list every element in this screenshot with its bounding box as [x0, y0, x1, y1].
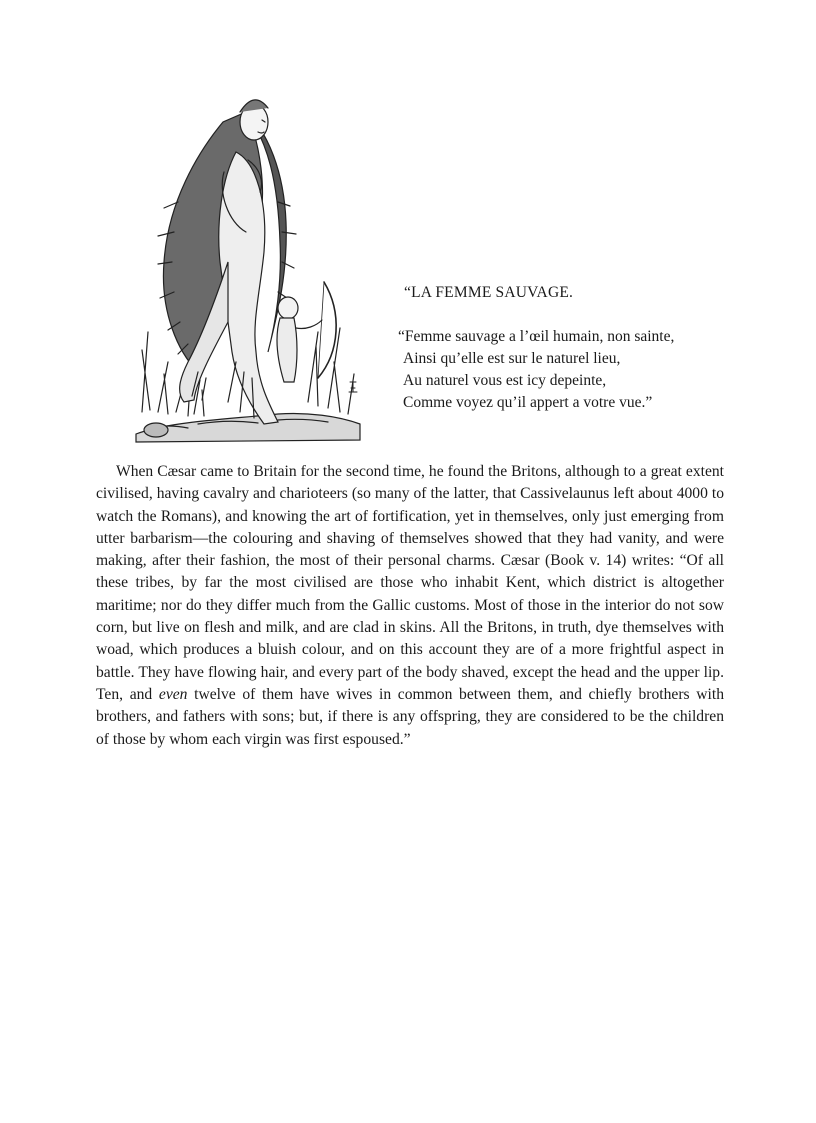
verse-block — [398, 282, 778, 414]
wild-woman-woodcut-icon — [128, 82, 364, 448]
body-text-italic: even — [158, 685, 188, 703]
verse-line-1: “Femme sauvage a l’œil humain, non sainte, — [398, 328, 675, 345]
verse-title: “LA FEMME SAUVAGE. — [404, 284, 574, 301]
body-text-end: twelve of them have wives in common between them, and chiefly brothers with brothers, and fathers with sons; but, if there is any offspring, they are considered to be the children of those by whom each virgin was first espoused.” — [96, 685, 724, 748]
woodcut-illustration — [128, 82, 364, 448]
verse-line-2: Ainsi qu’elle est sur le naturel lieu, — [403, 350, 621, 367]
verse-line-4: Comme voyez qu’il appert a votre vue.” — [403, 394, 653, 411]
verse-line-3: Au naturel vous est icy depeinte, — [403, 372, 607, 389]
body-text-main: When Cæsar came to Britain for the second time, he found the Britons, although to a great extent civilised, having cavalry and charioteers (so many of the latter, that Cassivelaunus left about 4000 to watch the Romans), and knowing the art of fortification, yet in themselves, only just emerging from utter barbarism—the colouring and shaving of themselves showed that they had vanity, and were making, after their fashion, the most of their personal charms. Cæsar (Book v. 14) writes: “Of all these tribes, by far the most civilised are those who inhabit Kent, which district is altogether maritime; nor do they differ much from the Gallic customs. Most of those in the interior do not sow corn, but live on flesh and milk, and are clad in skins. All the Britons, in truth, dye themselves with woad, which produces a bluish colour, and on this account they are of a more frightful aspect in battle. They have flowing hair, and every part of the body shaved, except the head and the upper lip. Ten, and — [96, 463, 724, 703]
body-paragraph — [96, 461, 724, 751]
